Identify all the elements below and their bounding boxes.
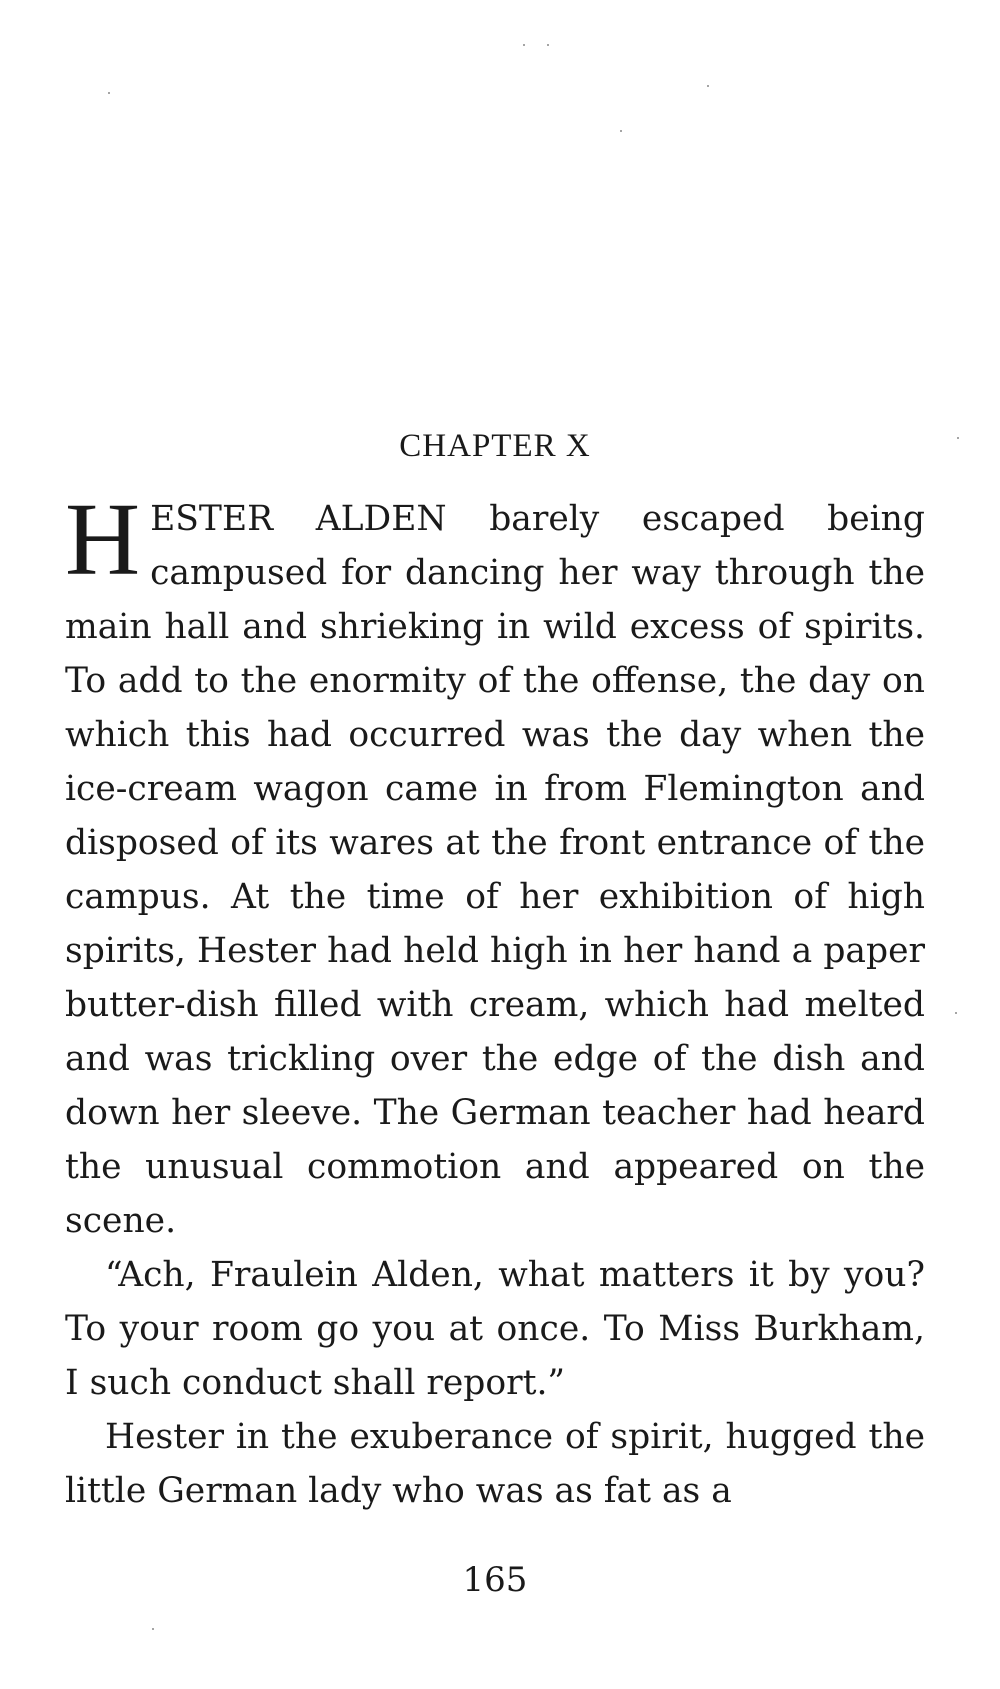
dialogue-paragraph: “Ach, Fraulein Alden, what matters it by you? To your room go you at once. To Miss Burkham, I such conduct shall report.” [65,1255,925,1403]
page-number: 165 [462,1560,528,1600]
opening-paragraph [65,482,925,1248]
paper-speck [707,85,709,87]
paper-speck [108,92,110,94]
opening-paragraph-text: ESTER ALDEN barely escaped being campused for dancing her way through the main hall and shrieking in wild excess of spirits. To add to the enormity of the offense, the day on which this had occurred was the day when the ice-cream wagon came in from Flemington and disposed of its wares at the front entrance of the campus. At the time of her exhibition of high spirits, Hester had held high in her hand a paper butter-dish filled with cream, which had melted and was trickling over the edge of the dish and down her sleeve. The German teacher had heard the unusual commotion and appeared on the scene. [65,499,925,1241]
paper-speck [547,44,549,46]
drop-cap: H [65,482,141,597]
closing-paragraph: Hester in the exuberance of spirit, hugged the little German lady who was as fat as a [65,1417,925,1511]
paper-speck [523,44,525,46]
chapter-heading: CHAPTER X [399,428,591,464]
paper-speck [955,1012,957,1014]
paper-speck [152,1628,154,1630]
body-text [65,482,925,1518]
paper-speck [620,130,622,132]
